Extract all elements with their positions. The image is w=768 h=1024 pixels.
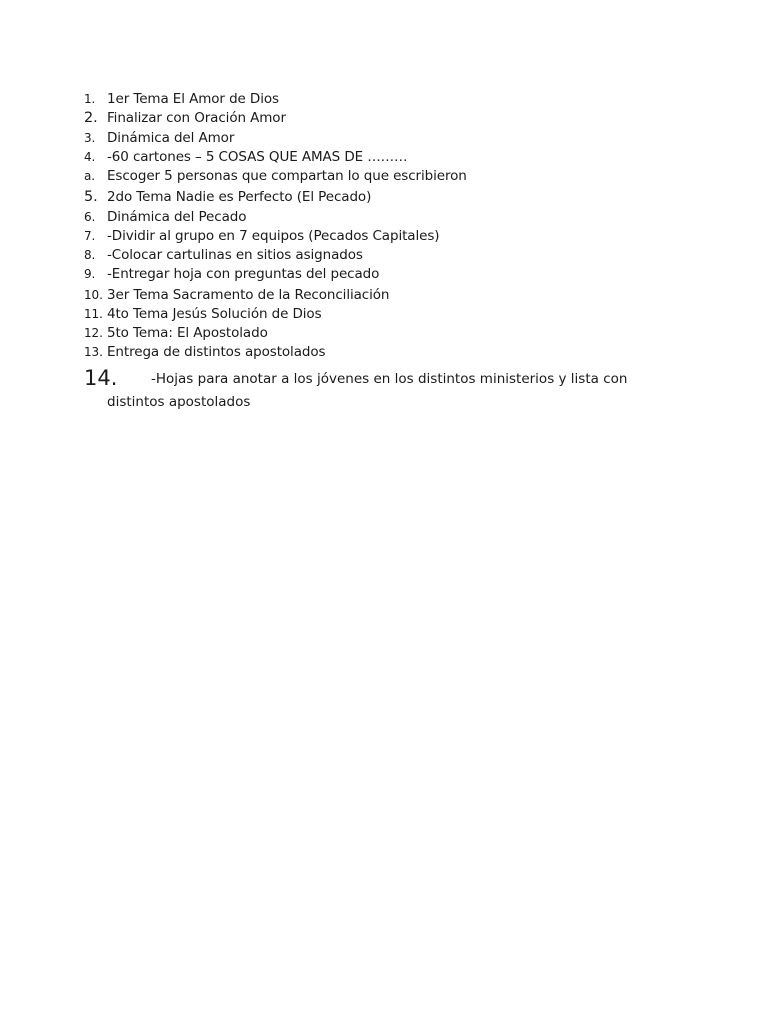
list-item-text: Finalizar con Oración Amor (107, 110, 286, 126)
agenda-list (84, 91, 704, 363)
list-item (84, 91, 704, 110)
list-item-number: 11. (84, 307, 103, 321)
list-item-text: -Entregar hoja con preguntas del pecado (107, 266, 380, 282)
list-item-text: -Dividir al grupo en 7 equipos (Pecados Capitales) (107, 228, 440, 244)
list-item-number: a. (84, 169, 95, 183)
list-item-text: -Colocar cartulinas en sitios asignados (107, 247, 363, 263)
list-item (84, 130, 704, 149)
list-item-number: 8. (84, 248, 96, 262)
list-item (84, 149, 704, 168)
list-item-number: 4. (84, 150, 96, 164)
list-item (84, 344, 704, 363)
list-item (84, 266, 704, 287)
list-item-number: 6. (84, 210, 96, 224)
list-item-number: 7. (84, 229, 96, 243)
list-item-text: Escoger 5 personas que compartan lo que escribieron (107, 168, 467, 184)
list-item-text: 2do Tema Nadie es Perfecto (El Pecado) (107, 189, 372, 205)
list-item (84, 247, 704, 266)
list-item-text-line2: distintos apostolados (107, 394, 251, 410)
list-item-number: 13. (84, 345, 103, 359)
list-item (84, 110, 704, 130)
list-item (84, 209, 704, 228)
list-item-text: Entrega de distintos apostolados (107, 344, 326, 360)
list-item-text: 5to Tema: El Apostolado (107, 325, 268, 341)
list-item-text: -60 cartones – 5 COSAS QUE AMAS DE ……… (107, 149, 408, 165)
list-item (84, 325, 704, 344)
list-item (84, 189, 704, 209)
list-item-text: 3er Tema Sacramento de la Reconciliación (107, 287, 390, 303)
list-item-text: Dinámica del Amor (107, 130, 235, 146)
list-item-text: 1er Tema El Amor de Dios (107, 91, 279, 107)
list-item-number: 3. (84, 131, 96, 145)
list-item-text: 4to Tema Jesús Solución de Dios (107, 306, 322, 322)
list-item (84, 168, 704, 189)
list-item (84, 287, 704, 306)
list-item-number: 10. (84, 288, 103, 302)
list-item-number: 9. (84, 267, 96, 281)
list-item-number: 1. (84, 92, 96, 106)
list-item-number: 5. (84, 189, 98, 205)
list-item (84, 306, 704, 325)
list-item-number: 12. (84, 326, 103, 340)
list-item (84, 228, 704, 247)
list-item-text: Dinámica del Pecado (107, 209, 247, 225)
list-item-number: 14. (84, 366, 118, 390)
list-item-text-line1: -Hojas para anotar a los jóvenes en los distintos ministerios y lista con (151, 371, 628, 387)
list-item-number: 2. (84, 110, 98, 126)
